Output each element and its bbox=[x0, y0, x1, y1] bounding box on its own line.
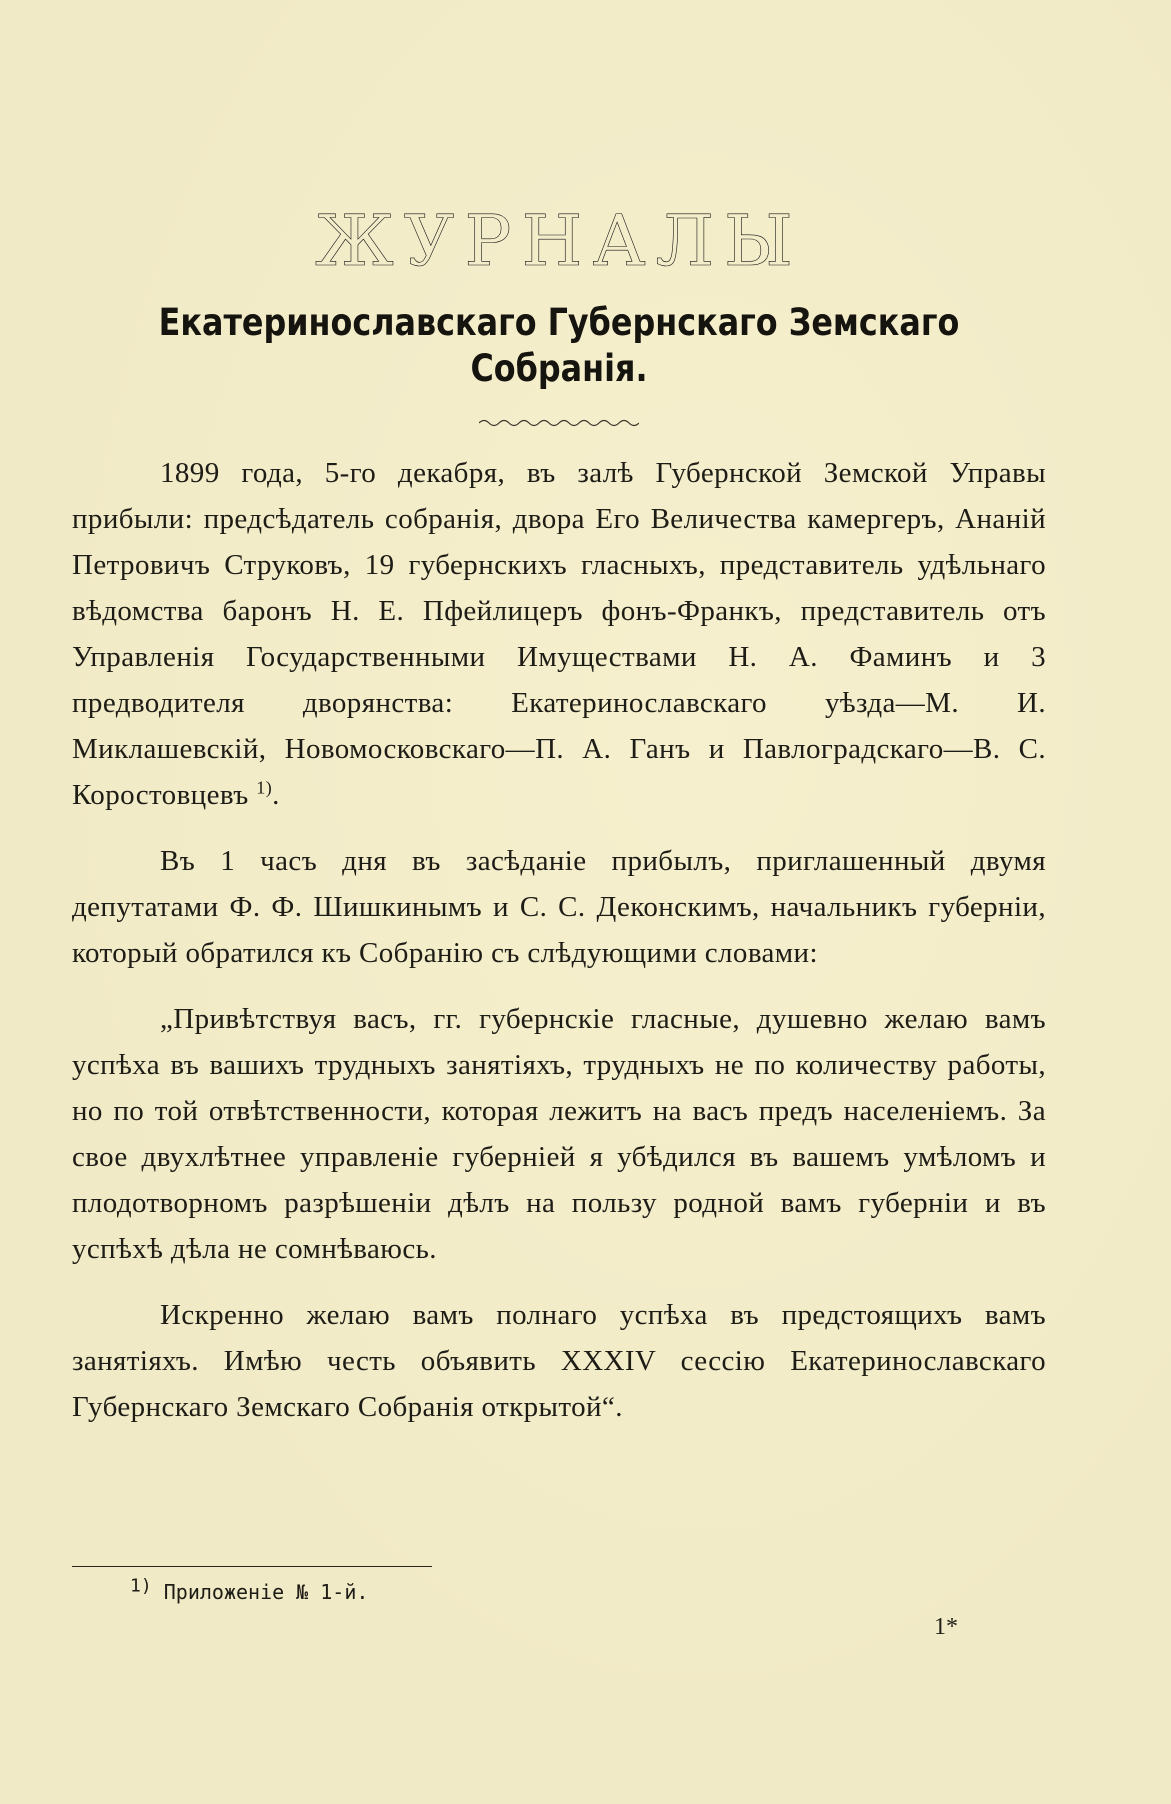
footnote-reference: 1) bbox=[256, 777, 273, 798]
paragraph-arrival: Въ 1 часъ дня въ засѣданіе прибылъ, приглашенный двумя депутатами Ф. Ф. Шишкинымъ и С. С. Деконскимъ, начальникъ губерніи, который обратился къ Собранію съ слѣдующими словами: bbox=[72, 845, 1046, 969]
paragraph-opening-text: 1899 года, 5-го декабря, въ залѣ Губернской Земской Управы прибыли: предсѣдатель собранія, двора Его Величества камергеръ, Ананій Петровичъ Струковъ, 19 губернскихъ гласныхъ, представитель удѣльнаго вѣдомства баронъ Н. Е. Пфейлицеръ фонъ-Франкъ, представитель отъ Управленія Государственными Имуществами Н. А. Фаминъ и 3 предводителя дворянства: Екатеринославскаго уѣзда—М. И. Миклашевскій, Новомосковскаго—П. А. Ганъ и Павлоградскаго—В. С. Коростовцевъ bbox=[72, 457, 1046, 811]
footnote-marker: 1) bbox=[130, 1575, 152, 1597]
footnote bbox=[130, 1575, 369, 1604]
page-content bbox=[72, 190, 1046, 1430]
page-title: ЖУРНАЛЫ bbox=[315, 200, 803, 282]
wavy-divider-icon bbox=[479, 418, 639, 428]
paragraph-opening: 1899 года, 5-го декабря, въ залѣ Губернской Земской Управы прибыли: предсѣдатель собранія, двора Его Величества камергеръ, Ананій Петровичъ Струковъ, 19 губернскихъ гласныхъ, представитель удѣльнаго вѣдомства баронъ Н. Е. Пфейлицеръ фонъ-Франкъ, представитель отъ Управленія Государственными Имуществами Н. А. Фаминъ и 3 предводителя дворянства: Екатеринославскаго уѣзда—М. И. Миклашевскій, Новомосковскаго—П. А. Ганъ и Павлоградскаго—В. С. Коростовцевъ $^{1)}$. bbox=[72, 457, 1046, 811]
footnote-divider bbox=[72, 1566, 432, 1567]
footnote-text: Приложеніе № 1-й. bbox=[163, 1580, 369, 1604]
paragraph-closing: Искренно желаю вамъ полнаго успѣха въ предстоящихъ вамъ занятіяхъ. Имѣю честь объявить XXXIV сессію Екатеринославскаго Губернскаго Земскаго Собранія открытой“. bbox=[72, 1299, 1046, 1423]
page-subtitle: Екатеринославскаго Губернскаго Земскаго Собранія. bbox=[158, 301, 960, 390]
paragraph-speech: „Привѣтствуя васъ, гг. губернскіе гласные, душевно желаю вамъ успѣха въ вашихъ трудныхъ занятіяхъ, трудныхъ не по количеству работы, но по той отвѣтственности, которая лежитъ на васъ предъ населеніемъ. За свое двухлѣтнее управленіе губерніей я убѣдился въ вашемъ умѣломъ и плодотворномъ разрѣшеніи дѣлъ на пользу родной вамъ губерніи и въ успѣхѣ дѣла не сомнѣваюсь. bbox=[72, 1003, 1046, 1265]
signature-mark: 1* bbox=[934, 1614, 958, 1640]
